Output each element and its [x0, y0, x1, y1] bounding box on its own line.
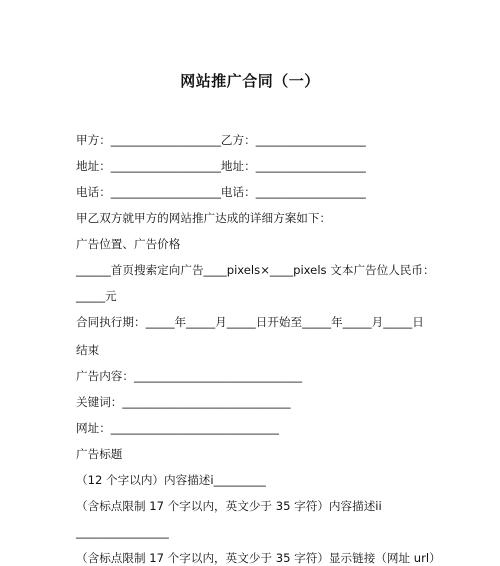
- display-link-line: （含标点限制 17 个字以内，英文少于 35 字符）显示链接（网址 url）: [76, 551, 441, 565]
- ad-size-price-line: ______首页搜索定向广告____pixels×____pixels 文本广告位人民币：: [76, 263, 435, 277]
- document-title: 网站推广合同（一）: [180, 72, 320, 90]
- website-url-line: 网址：_____________________________: [76, 421, 279, 435]
- party-names-line: 甲方：___________________乙方：___________________: [76, 133, 366, 147]
- ad-content-line: 广告内容：_____________________________: [76, 369, 303, 383]
- description-blank-line: ________________: [76, 525, 169, 539]
- ad-title-heading: 广告标题: [76, 447, 123, 461]
- description-limit-line: （含标点限制 17 个字以内，英文少于 35 字符）内容描述ii: [76, 499, 382, 513]
- ad-title-limit-line: （12 个字以内）内容描述i_________: [76, 473, 266, 487]
- party-address-line: 地址：___________________地址：___________________: [76, 159, 366, 173]
- party-phone-line: 电话：___________________电话：___________________: [76, 185, 366, 199]
- agreement-intro: 甲乙双方就甲方的网站推广达成的详细方案如下：: [76, 211, 332, 225]
- ad-price-amount-line: _____元: [76, 289, 117, 303]
- keywords-line: 关键词：_____________________________: [76, 395, 291, 409]
- contract-period-end-line: 结束: [76, 343, 100, 357]
- contract-period-line: 合同执行期：_____年_____月_____日开始至_____年_____月_____日: [76, 315, 424, 329]
- section-ad-position-price: 广告位置、广告价格: [76, 237, 181, 251]
